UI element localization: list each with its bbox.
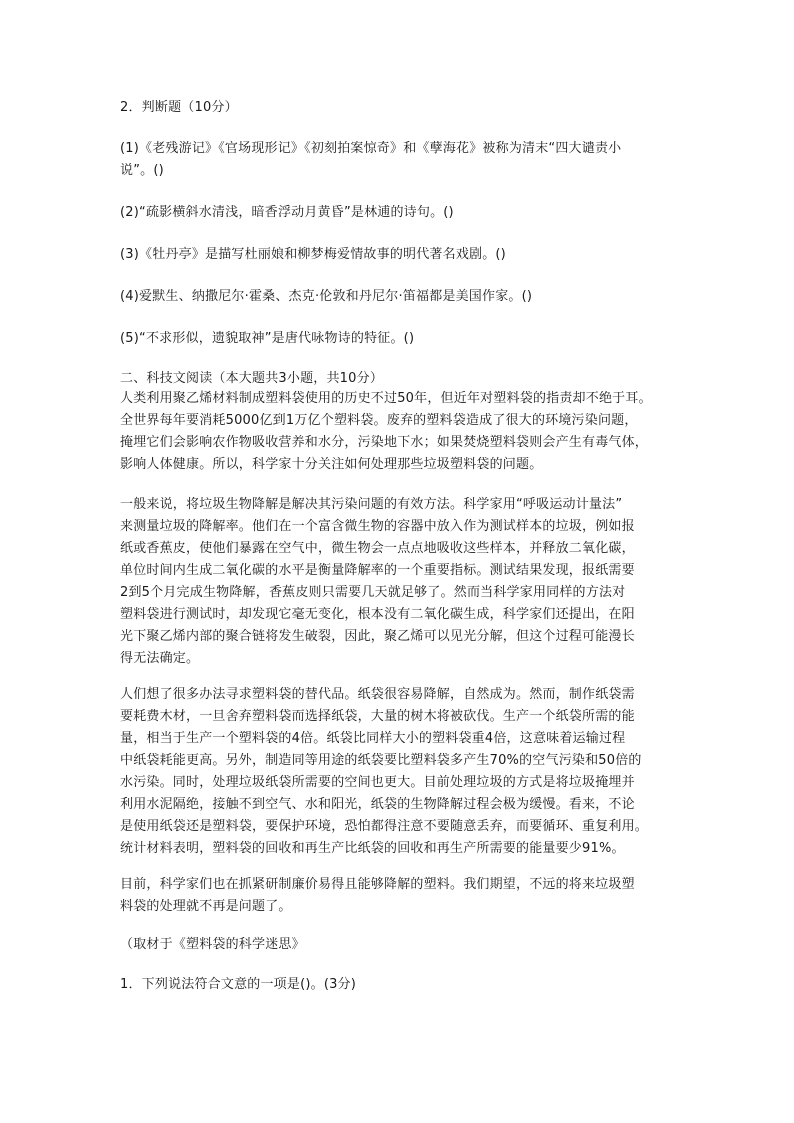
paragraph-2-line: 一般来说，将垃圾生物降解是解决其污染问题的有效方法。科学家用“呼吸运动计量法” xyxy=(120,497,623,512)
paragraph-2-line: 2到5个月完成生物降解，香蕉皮则只需要几天就足够了。然而当科学家用同样的方法对 xyxy=(120,585,626,600)
paragraph-1-line: 人类利用聚乙烯材料制成塑料袋使用的历史不过50年，但近年对塑料袋的指责却不绝于耳。 xyxy=(120,391,652,406)
paragraph-2-line: 塑料袋进行测试时，却发现它毫无变化，根本没有二氧化碳生成，科学家们还提出，在阳 xyxy=(120,607,635,622)
paragraph-4-line: 目前，科学家们也在抓紧研制廉价易得且能够降解的塑料。我们期望，不远的将来垃圾塑 xyxy=(120,877,635,892)
source-citation: （取材于《塑料袋的科学迷思》 xyxy=(120,937,305,952)
paragraph-1-line: 掩埋它们会影响农作物吸收营养和水分，污染地下水；如果焚烧塑料袋则会产生有毒气体， xyxy=(120,435,649,450)
paragraph-2-line: 光下聚乙烯内部的聚合链将发生破裂，因此，聚乙烯可以见光分解，但这个过程可能漫长 xyxy=(120,629,635,644)
judgment-q1-line1: (1)《老残游记》《官场现形记》《初刻拍案惊奇》和《孽海花》被称为清末“四大谴责小 xyxy=(120,141,622,156)
paragraph-3-line: 人们想了很多办法寻求塑料袋的替代品。纸袋很容易降解，自然成为。然而，制作纸袋需 xyxy=(120,687,635,702)
paragraph-2-line: 得无法确定。 xyxy=(120,651,200,666)
paragraph-3-line: 中纸袋耗能更高。另外，制造同等用途的纸袋要比塑料袋多产生70%的空气污染和50倍的 xyxy=(120,753,642,768)
reading-heading: 二、科技文阅读（本大题共3小题，共10分） xyxy=(120,371,384,386)
paragraph-2-line: 来测量垃圾的降解率。他们在一个富含微生物的容器中放入作为测试样本的垃圾，例如报 xyxy=(120,519,635,534)
judgment-q4: (4)爱默生、纳撒尼尔·霍桑、杰克·伦敦和丹尼尔·笛福都是美国作家。() xyxy=(120,289,533,304)
paragraph-3-line: 统计材料表明，塑料袋的回收和再生产比纸袋的回收和再生产所需要的能量要少91%。 xyxy=(120,841,625,856)
judgment-heading: 2．判断题（10分） xyxy=(120,100,238,115)
judgment-q2: (2)“疏影横斜水清浅，暗香浮动月黄昏”是林逋的诗句。() xyxy=(120,205,454,220)
paragraph-1-line: 全世界每年要消耗5000亿到1万亿个塑料袋。废弃的塑料袋造成了很大的环境污染问题， xyxy=(120,413,638,428)
paragraph-3-line: 量，相当于生产一个塑料袋的4倍。纸袋比同样大小的塑料袋重4倍，这意味着运输过程 xyxy=(120,731,626,746)
paragraph-4-line: 料袋的处理就不再是问题了。 xyxy=(120,899,292,914)
reading-question-1: 1．下列说法符合文意的一项是()。(3分) xyxy=(120,977,357,992)
paragraph-1-line: 影响人体健康。所以，科学家十分关注如何处理那些垃圾塑料袋的问题。 xyxy=(120,457,543,472)
judgment-q5: (5)“不求形似，遗貌取神”是唐代咏物诗的特征。() xyxy=(120,331,415,346)
paragraph-3-line: 利用水泥隔绝，接触不到空气、水和阳光，纸袋的生物降解过程会极为缓慢。看来，不论 xyxy=(120,797,635,812)
paragraph-2-line: 单位时间内生成二氧化碳的水平是衡量降解率的一个重要指标。测试结果发现，报纸需要 xyxy=(120,563,635,578)
paragraph-3-line: 是使用纸袋还是塑料袋，要保护环境，恐怕都得注意不要随意丢弃，而要循环、重复利用。 xyxy=(120,819,649,834)
judgment-q1-line2: 说”。() xyxy=(120,163,164,178)
paragraph-3-line: 要耗费木材，一旦舍弃塑料袋而选择纸袋，大量的树木将被砍伐。生产一个纸袋所需的能 xyxy=(120,709,635,724)
paragraph-2-line: 纸或香蕉皮，使他们暴露在空气中，微生物会一点点地吸收这些样本，并释放二氧化碳， xyxy=(120,541,635,556)
judgment-q3: (3)《牡丹亭》是描写杜丽娘和柳梦梅爱情故事的明代著名戏剧。() xyxy=(120,247,506,262)
paragraph-3-line: 水污染。同时，处理垃圾纸袋所需要的空间也更大。目前处理垃圾的方式是将垃圾掩埋并 xyxy=(120,775,635,790)
